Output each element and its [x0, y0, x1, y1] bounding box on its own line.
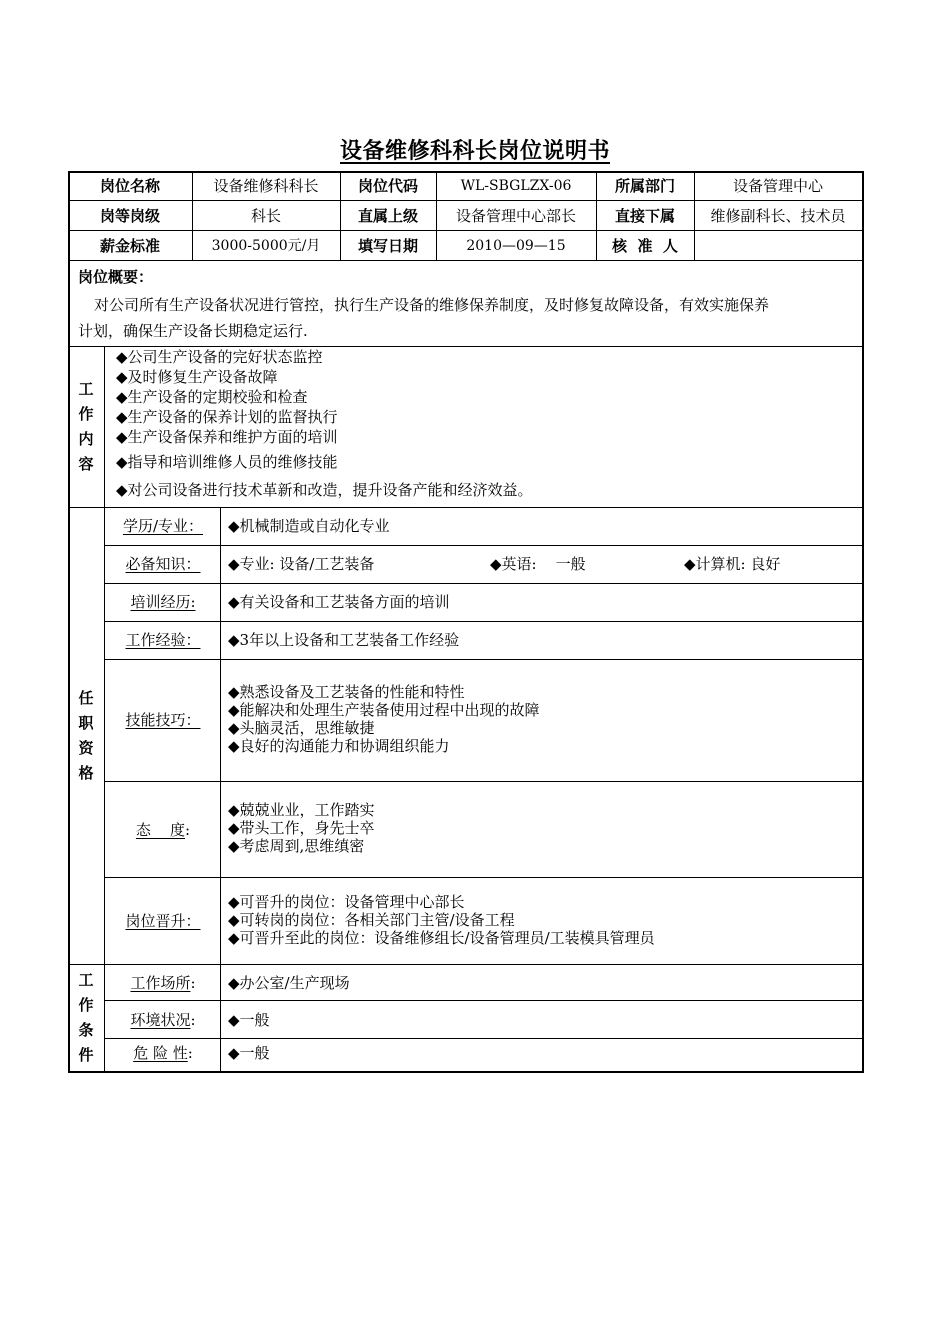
work-item: ◆指导和培训维修人员的维修技能	[116, 453, 338, 471]
value-attitude	[228, 801, 375, 855]
job-description-table	[68, 171, 864, 1073]
work-item: ◆生产设备的保养计划的监督执行	[116, 408, 338, 426]
section-label-work-content: 工 作 内 容	[78, 380, 94, 473]
work-item: ◆及时修复生产设备故障	[116, 368, 278, 386]
label-salary: 薪金标准	[99, 237, 160, 255]
label-danger: 危 险 性:	[133, 1044, 193, 1062]
value-training: ◆有关设备和工艺装备方面的培训	[228, 593, 450, 611]
value-direct-superior: 设备管理中心部长	[455, 207, 576, 225]
promotion-item: ◆可晋升的岗位：设备管理中心部长	[228, 893, 465, 911]
value-workplace: ◆办公室/生产现场	[228, 974, 350, 992]
label-skills: 技能技巧：	[125, 711, 201, 729]
value-environment: ◆一般	[228, 1011, 270, 1029]
label-department: 所属部门	[614, 177, 675, 195]
label-training: 培训经历:	[130, 593, 196, 611]
section-label-conditions: 工 作 条 件	[78, 971, 94, 1064]
value-education: ◆机械制造或自动化专业	[228, 517, 390, 535]
value-department: 设备管理中心	[732, 177, 823, 195]
value-skills	[228, 683, 540, 755]
label-subordinates: 直接下属	[614, 207, 675, 225]
document-title: 设备维修科科长岗位说明书	[339, 139, 610, 164]
work-item: ◆对公司设备进行技术革新和改造，提升设备产能和经济效益。	[116, 481, 533, 499]
value-fill-date: 2010—09—15	[466, 238, 566, 254]
overview-line-1: 对公司所有生产设备状况进行管控，执行生产设备的维修保养制度，及时修复故障设备，有效实施保养	[94, 296, 770, 314]
promotion-item: ◆可晋升至此的岗位：设备维修组长/设备管理员/工装模具管理员	[228, 929, 655, 947]
work-item: ◆生产设备保养和维护方面的培训	[116, 428, 338, 446]
attitude-item: ◆考虑周到,思维缜密	[228, 837, 365, 855]
value-danger: ◆一般	[228, 1044, 270, 1062]
work-item: ◆公司生产设备的完好状态监控	[116, 348, 323, 366]
attitude-item: ◆兢兢业业，工作踏实	[228, 801, 375, 819]
label-workplace: 工作场所:	[130, 974, 196, 992]
skill-item: ◆头脑灵活，思维敏捷	[228, 719, 375, 737]
overview-heading: 岗位概要：	[78, 268, 154, 286]
label-promotion: 岗位晋升：	[125, 912, 201, 930]
label-approver: 核 准 人	[612, 237, 678, 255]
work-item: ◆生产设备的定期校验和检查	[116, 388, 308, 406]
value-knowledge-computer: ◆计算机: 良好	[684, 555, 781, 573]
promotion-item: ◆可转岗的岗位：各相关部门主管/设备工程	[228, 911, 515, 929]
value-position-name: 设备维修科科长	[213, 177, 319, 195]
label-fill-date: 填写日期	[357, 237, 418, 255]
label-knowledge: 必备知识：	[125, 555, 201, 573]
label-position-code: 岗位代码	[357, 177, 418, 195]
label-education: 学历/专业：	[122, 517, 204, 535]
section-label-qualifications: 任 职 资 格	[78, 689, 94, 782]
value-experience: ◆3年以上设备和工艺装备工作经验	[228, 631, 460, 649]
skill-item: ◆熟悉设备及工艺装备的性能和特性	[228, 683, 465, 701]
value-knowledge-english: ◆英语: 一般	[490, 555, 586, 573]
value-grade: 科长	[250, 207, 281, 225]
label-direct-superior: 直属上级	[357, 207, 418, 225]
label-environment: 环境状况:	[130, 1011, 196, 1029]
skill-item: ◆良好的沟通能力和协调组织能力	[228, 737, 450, 755]
overview-line-2: 计划，确保生产设备长期稳定运行.	[78, 322, 308, 340]
label-experience: 工作经验：	[125, 631, 201, 649]
label-position-name: 岗位名称	[99, 177, 160, 195]
value-salary: 3000-5000元/月	[211, 238, 321, 254]
value-subordinates: 维修副科长、技术员	[710, 207, 846, 225]
value-promotion	[228, 893, 655, 947]
label-grade: 岗等岗级	[99, 207, 160, 225]
attitude-item: ◆带头工作，身先士卒	[228, 819, 375, 837]
value-position-code: WL-SBGLZX-06	[460, 178, 572, 194]
value-knowledge-major: ◆专业: 设备/工艺装备	[228, 555, 375, 573]
label-attitude: 态 度:	[135, 821, 191, 839]
skill-item: ◆能解决和处理生产装备使用过程中出现的故障	[228, 701, 540, 719]
